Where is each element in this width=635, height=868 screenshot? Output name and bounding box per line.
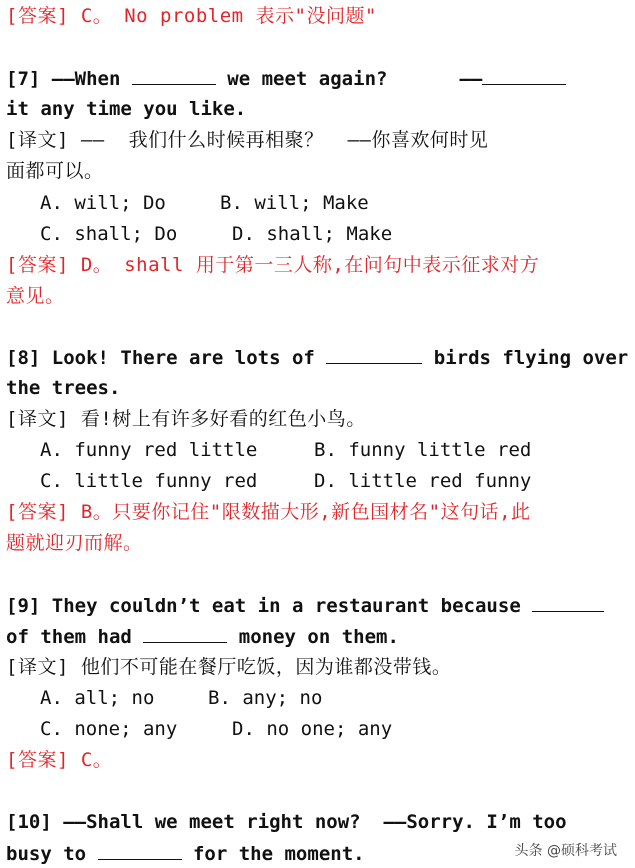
q9-option-a: A. all; no	[40, 687, 155, 709]
q8-stem-line-2: the trees.	[6, 377, 121, 399]
q8-stem-part-2: birds flying over	[433, 347, 629, 369]
q7-translation-line-2: 面都可以。	[6, 160, 104, 182]
q9-stem-part-2: of them had	[6, 626, 132, 648]
q7-blank-2	[482, 66, 566, 85]
q10-stem-part-3: for the moment.	[192, 843, 365, 865]
q7-answer-line-1: [答案] D。 shall 用于第一三人称,在问句中表示征求对方	[6, 254, 540, 276]
q7-translation-line-1: [译文] —— 我们什么时候再相聚？ ——你喜欢何时见	[6, 129, 489, 151]
q7-stem-line-1	[6, 66, 566, 91]
q8-translation: [译文] 看!树上有许多好看的红色小鸟。	[6, 408, 366, 430]
q7-stem-part-3: ——	[459, 68, 483, 90]
q8-answer-line-1: [答案] B。只要你记住"限数描大形,新色国材名"这句话,此	[6, 501, 531, 523]
watermark: 头条 @硕科考试	[511, 838, 621, 862]
q9-option-c: C. none; any	[40, 718, 178, 740]
q8-option-b: B. funny little red	[314, 439, 532, 461]
q8-option-c: C. little funny red	[40, 470, 258, 492]
q7-stem-part-2: we meet again?	[227, 68, 388, 90]
q9-blank-2	[143, 624, 227, 643]
q7-option-d: D. shall; Make	[232, 223, 393, 245]
q9-stem-part-1: [9] They couldn’t eat in a restaurant because	[6, 595, 521, 617]
q6-answer: [答案] C。 No problem 表示"没问题"	[6, 5, 377, 27]
q9-blank-1	[532, 593, 604, 612]
q7-stem-line-2: it any time you like.	[6, 98, 247, 120]
q8-stem-line-1	[6, 345, 628, 370]
q8-blank	[326, 345, 422, 364]
q10-stem-line-2	[6, 841, 365, 866]
q7-stem-part-1: [7] ——When	[6, 68, 121, 90]
q9-option-b: B. any; no	[208, 687, 323, 709]
q8-stem-part-1: [8] Look! There are lots of	[6, 347, 315, 369]
q7-blank-1	[132, 66, 216, 85]
q9-stem-part-3: money on them.	[238, 626, 399, 648]
q8-option-d: D. little red funny	[314, 470, 532, 492]
q8-answer-line-2: 题就迎刃而解。	[6, 532, 143, 554]
q10-blank	[98, 841, 182, 860]
q8-option-a: A. funny red little	[40, 439, 258, 461]
q7-option-b: B. will; Make	[220, 192, 369, 214]
q10-stem-line-1: [10] ——Shall we meet right now? ——Sorry. I’m too	[6, 811, 567, 833]
q7-option-a: A. will; Do	[40, 192, 166, 214]
q9-option-d: D. no one; any	[232, 718, 393, 740]
q7-answer-line-2: 意见。	[6, 285, 65, 307]
q9-stem-line-2	[6, 624, 399, 649]
q9-answer: [答案] C。	[6, 749, 113, 771]
q9-translation: [译文] 他们不可能在餐厅吃饭，因为谁都没带钱。	[6, 656, 452, 678]
q7-option-c: C. shall; Do	[40, 223, 178, 245]
q9-stem-line-1	[6, 593, 604, 618]
q10-stem-part-2: busy to	[6, 843, 87, 865]
